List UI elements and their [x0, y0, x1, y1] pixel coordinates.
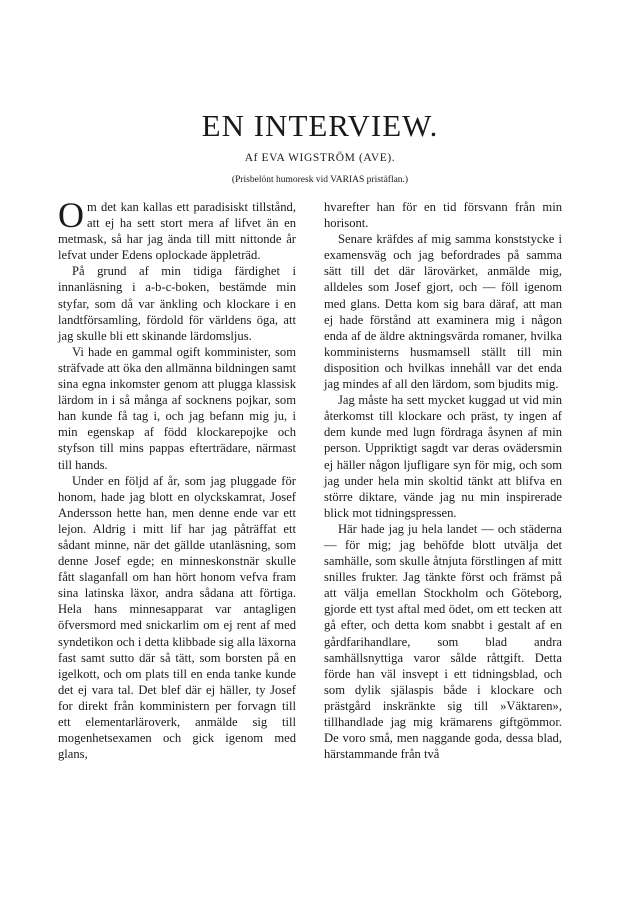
- paragraph-7: Jag måste ha sett mycket kuggad ut vid min återkomst till klockare och präst, ty ingen af dem kunde med lugn fördraga åsynen af min person. Uppriktigt sagdt var deras ovädersmin ej häller någon ljufligare syn för mig, och som jag under hela min skoltid tänkt att blifva en större diktare, vände jag nu min inspirerade blick mot tidningspressen.: [324, 393, 562, 520]
- left-column: [58, 195, 296, 762]
- paragraph-2: På grund af min tidiga färdighet i innanläsning i a-b-c-boken, bestämde min styfar, som då var änkling och klockare i en landtförsamling, fördold för världens öga, att jag skulle bli ett skinande lärdomsljus.: [58, 264, 296, 343]
- paragraph-4: Under en följd af år, som jag pluggade för honom, hade jag blott en olyckskamrat, Josef Andersson hette han, men denne ende var ett lejon. Aldrig i mitt lif har jag påträffat ett sådant minne, när det gällde utanläsning, som denne Josef egde; en minneskonstnär skulle fått slaganfall om han hört honom vefva fram sina latinska läxor, andra sådana att förtiga. Hela hans minnesapparat var antagligen öfversmord med snickarlim om ej rent af med syndetikon och i detta klibbade sig alla läxorna fast samt sutto där så tätt, som borsten på en igelkott, och om plats till en enda tanke kunde det ej vara tal. Det blef där ej häller, ty Josef for direkt från komministern per forvagn till ett elementarläroverk, anmälde sig till mogenhetsexamen och gick igenom med glans,: [58, 473, 296, 762]
- paragraph-6: Senare kräfdes af mig samma konststycke i examensväg och jag befordrades på samma sätt till det där lärovärket, anmälde mig, alldeles som Josef gjort, och — föll igenom med glans. Detta kom sig bara däraf, att man ej hade förstånd att examinera mig i någon enda af de äldre aktningsvärda romaner, hvilka komministerns husmamsell ställt till min disposition och hvilkas innehåll var det enda jag mindes af all den lärdom, som bjudits mig.: [324, 232, 562, 392]
- paragraph-3: Vi hade en gammal ogift komminister, som sträfvade att öka den allmänna bildningen samt sina egna inkomster genom att plugga klassisk lärdom in i så många af socknens pojkar, som han kunde få tag i, och jag befann mig ju, i min egenskap af född klockarepojke och styfson till mins pappas efterträdare, närmast till hands.: [58, 344, 296, 472]
- article-title: EN INTERVIEW.: [201, 108, 439, 143]
- paragraph-5: hvarefter han för en tid försvann från min horisont.: [324, 200, 562, 231]
- paragraph-1: [58, 195, 296, 263]
- author-byline: Af EVA WIGSTRÖM (AVE).: [244, 152, 396, 164]
- drop-cap: O: [58, 195, 84, 235]
- paragraph-8: Här hade jag ju hela landet — och städerna — för mig; jag behöfde blott utvälja det samhälle, som skulle åtnjuta förstlingen af mitt snilles frukter. Jag tänkte först och främst på att välja emellan Stockholm och Göteborg, gjorde ett tyst aftal med ödet, om ett tecken att gå efter, och detta kom snabbt i gestalt af en gårdfarihandlare, som blad andra samhällsnyttiga varor sålde råttgift. Detta förde han väl insvept i ett tidningsblad, och som dylik själaspis både i klockare och prästgård inskränkte sig till »Väktaren», tillhandlade jag mig krämarens giftgömmor. De voro små, men naggande goda, dessa blad, härstammande från två: [324, 521, 562, 762]
- prize-note: (Prisbelönt humoresk vid VARIAS pristäflan.): [231, 175, 409, 185]
- right-column: [324, 199, 562, 762]
- paragraph-1-text: m det kan kallas ett paradisiskt tillstånd, att ej ha sett stort mera af lifvet än en metmask, så har jag ända till mitt nittonde år lefvat under Edens oplockade äppleträd.: [58, 200, 296, 263]
